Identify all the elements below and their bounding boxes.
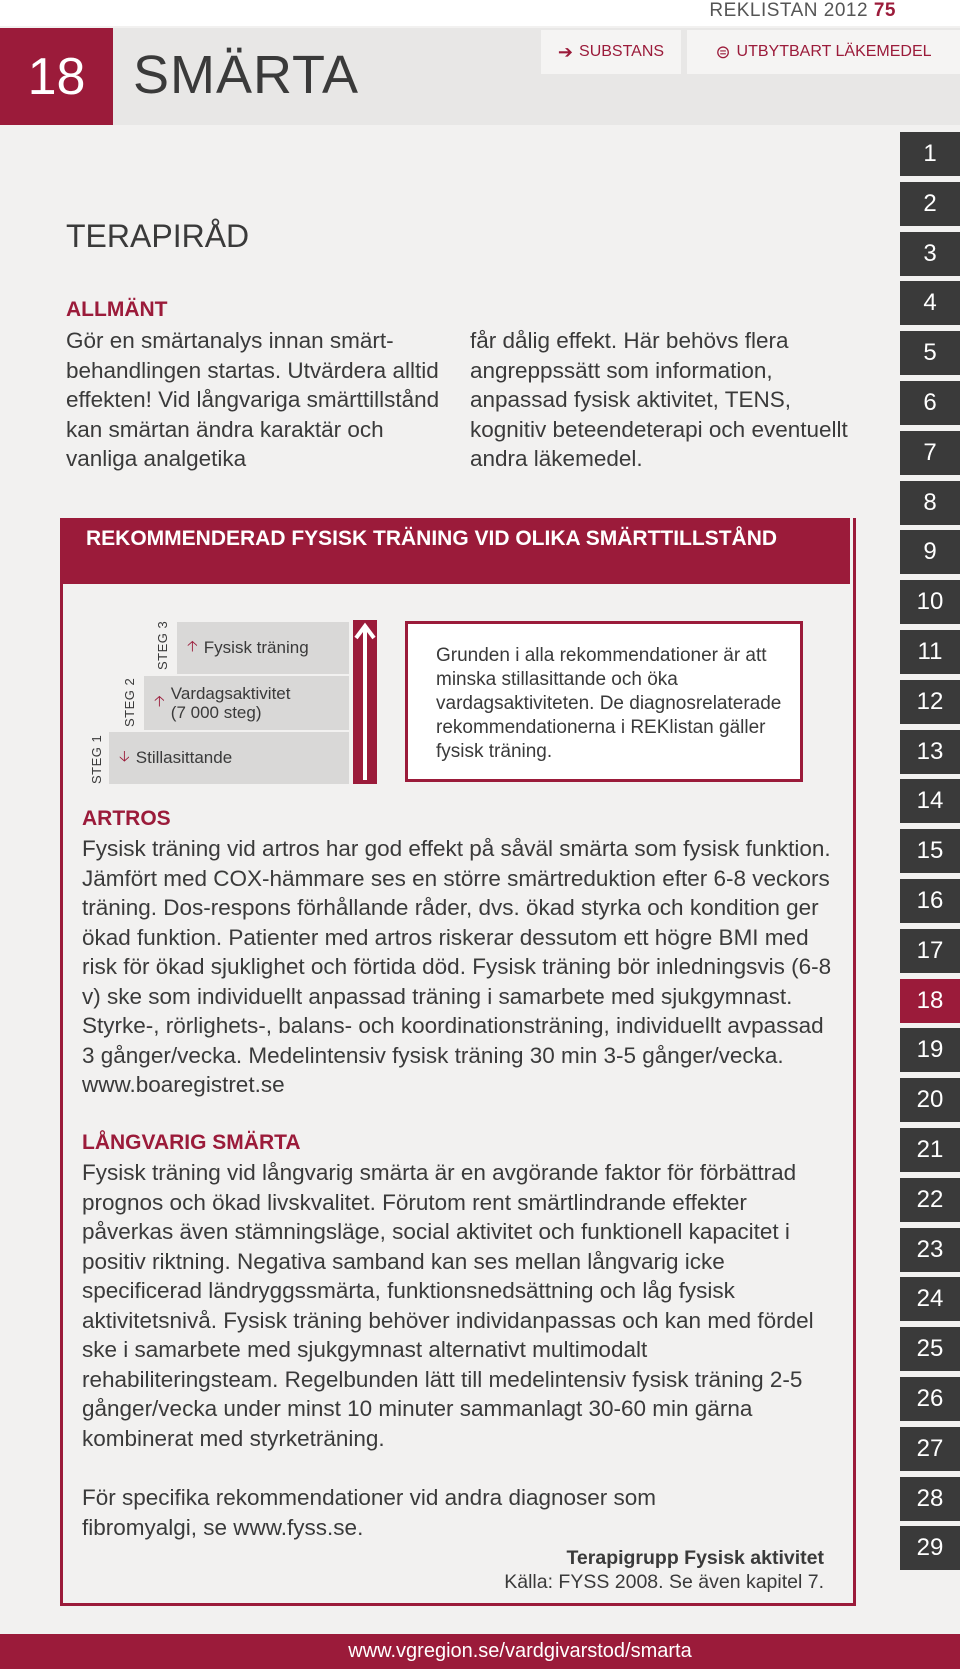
step-text: Fysisk träning [203, 638, 309, 657]
legend-utbytbart [687, 30, 960, 74]
sidebar-tab-29[interactable]: 29 [900, 1526, 960, 1570]
sidebar-tab-15[interactable]: 15 [900, 829, 960, 873]
sidebar-tab-5[interactable]: 5 [900, 331, 960, 375]
publication-name: REKLISTAN 2012 [709, 0, 869, 21]
sidebar-tab-8[interactable]: 8 [900, 481, 960, 525]
sidebar-tab-28[interactable]: 28 [900, 1477, 960, 1521]
sidebar-tab-10[interactable]: 10 [900, 580, 960, 624]
sidebar-tab-25[interactable]: 25 [900, 1327, 960, 1371]
info-box: Grunden i alla rekommendationer är att minska stillasittande och öka vardagsaktiviteten. De diagnosrelaterade rekommendationerna i REKlistan gäller fysisk träning. [405, 621, 803, 782]
sidebar-tab-21[interactable]: 21 [900, 1128, 960, 1172]
sidebar-tab-12[interactable]: 12 [900, 680, 960, 724]
sidebar-tab-27[interactable]: 27 [900, 1427, 960, 1471]
sidebar-tab-13[interactable]: 13 [900, 730, 960, 774]
section-title: TERAPIRÅD [66, 218, 250, 254]
legend-label: SUBSTANS [579, 43, 665, 60]
sidebar-tab-4[interactable]: 4 [900, 281, 960, 325]
arrow-up-icon: 🡡 [154, 692, 165, 710]
arrow-up-icon: 🡡 [187, 637, 198, 655]
sidebar-tab-3[interactable]: 3 [900, 232, 960, 276]
step-text: Stillasittande [135, 748, 233, 767]
sidebar-tab-1[interactable]: 1 [900, 132, 960, 176]
signature: Terapigrupp Fysisk aktivitet [566, 1547, 824, 1569]
steg-2-label: STEG 2 [122, 677, 137, 727]
footer [0, 1634, 960, 1669]
langvarig-text: Fysisk träning vid långvarig smärta är en avgörande faktor för förbättrad prognos och ökad livskvalitet. Förutom rent smärtlindrande effekter påverkas även stämningsläge, social aktivitet och funktionell kapacitet i positiv riktning. Negativa samband kan ses mellan långvarig icke specificerad ländryggssmärta, funktionsnedsättning och låg fysisk aktivitetsnivå. Fysisk träning behöver individanpassas och kan med fördel ske i samarbete med sjukgymnast alternativt multimodalt rehabiliteringsteam. Regelbunden lätt till medelintensiv fysisk träning 2-5 gånger/vecka under minst 10 minuter sammanlagt 30-60 min gärna kombinerat med styrketräning. [82, 1160, 814, 1451]
specific-recommendations: För specifika rekommendationer vid andra diagnoser som fibromyalgi, se www.fyss.se. [82, 1485, 657, 1540]
sidebar-tab-6[interactable]: 6 [900, 381, 960, 425]
sidebar-tab-7[interactable]: 7 [900, 431, 960, 475]
sidebar-tab-9[interactable]: 9 [900, 530, 960, 574]
langvarig-heading: LÅNGVARIG SMÄRTA [82, 1131, 301, 1154]
sidebar-tab-23[interactable]: 23 [900, 1228, 960, 1272]
artros-text: Fysisk träning vid artros har god effekt på såväl smärta som fysisk funktion. Jämfört med COX-hämmare ses en större smärtreduktion efter 6-8 veckors träning. Dos-respons förhållande råder, dvs. ökad styrka och kondition ger ökad funktion. Patienter med artros riskerar dessutom ett högre BMI med risk för ökad sjuklighet och förtida död. Fysisk träning bör inledningsvis (6-8 v) ske som individuellt anpassad träning i samarbete med sjukgymnast. Styrke-, rörlighets-, balans- och koordinationsträning, individuellt avpassad 3 gånger/vecka. Medelintensiv fysisk träning 30 min 3-5 gånger/vecka. www.boaregistret.se [82, 836, 832, 1097]
chapter-title: SMÄRTA [133, 45, 360, 105]
running-header [709, 0, 896, 22]
sidebar-tab-19[interactable]: 19 [900, 1028, 960, 1072]
legend-label: UTBYTBART LÄKEMEDEL [736, 43, 932, 60]
steg-1-label: STEG 1 [89, 734, 104, 784]
page-number: 75 [873, 0, 896, 21]
big-up-arrow-icon [351, 620, 379, 784]
step-stillasittande [109, 732, 349, 784]
equals-circle-icon: ⊜ [715, 41, 731, 62]
footer-link[interactable]: www.vgregion.se/vardgivarstod/smarta [348, 1640, 692, 1662]
sidebar-tab-24[interactable]: 24 [900, 1277, 960, 1321]
step-fysisk-traning [177, 622, 349, 674]
artros-heading: ARTROS [82, 807, 171, 830]
allmant-heading: ALLMÄNT [66, 298, 168, 321]
legend-substans [541, 30, 681, 74]
allmant-text-column-1: Gör en smärtanalys innan smärtbehandlingen startas. Utvärdera alltid effekten! Vid långvariga smärttillstånd kan smärtan ändra karaktär och vanliga analgetika [66, 328, 440, 471]
sidebar-tab-20[interactable]: 20 [900, 1078, 960, 1122]
sidebar-tab-18[interactable]: 18 [900, 979, 960, 1023]
sidebar-tab-26[interactable]: 26 [900, 1377, 960, 1421]
arrow-right-icon: ➔ [557, 41, 574, 62]
sidebar-tab-2[interactable]: 2 [900, 182, 960, 226]
arrow-down-icon: 🡣 [119, 747, 130, 765]
step-vardagsaktivitet [144, 676, 349, 730]
sidebar-tab-11[interactable]: 11 [900, 630, 960, 674]
step-text-line-2: (7 000 steg) [170, 703, 262, 722]
chapter-number: 18 [0, 28, 113, 125]
recommendation-heading: REKOMMENDERAD FYSISK TRÄNING VID OLIKA SMÄRTTILLSTÅND [60, 518, 850, 584]
step-text [171, 684, 291, 722]
sidebar-tab-16[interactable]: 16 [900, 879, 960, 923]
signature-block [504, 1546, 824, 1594]
sidebar-tab-17[interactable]: 17 [900, 929, 960, 973]
allmant-text-column-2: får dålig effekt. Här behövs flera angreppssätt som information, anpassad fysisk aktivitet, TENS, kognitiv beteendeterapi och eventuellt andra läkemedel. [470, 328, 848, 471]
source: Källa: FYSS 2008. Se även kapitel 7. [504, 1571, 824, 1593]
steg-3-label: STEG 3 [155, 620, 170, 670]
sidebar-tab-22[interactable]: 22 [900, 1178, 960, 1222]
sidebar-tab-14[interactable]: 14 [900, 779, 960, 823]
step-text-line-1: Vardagsaktivitet [170, 684, 291, 703]
